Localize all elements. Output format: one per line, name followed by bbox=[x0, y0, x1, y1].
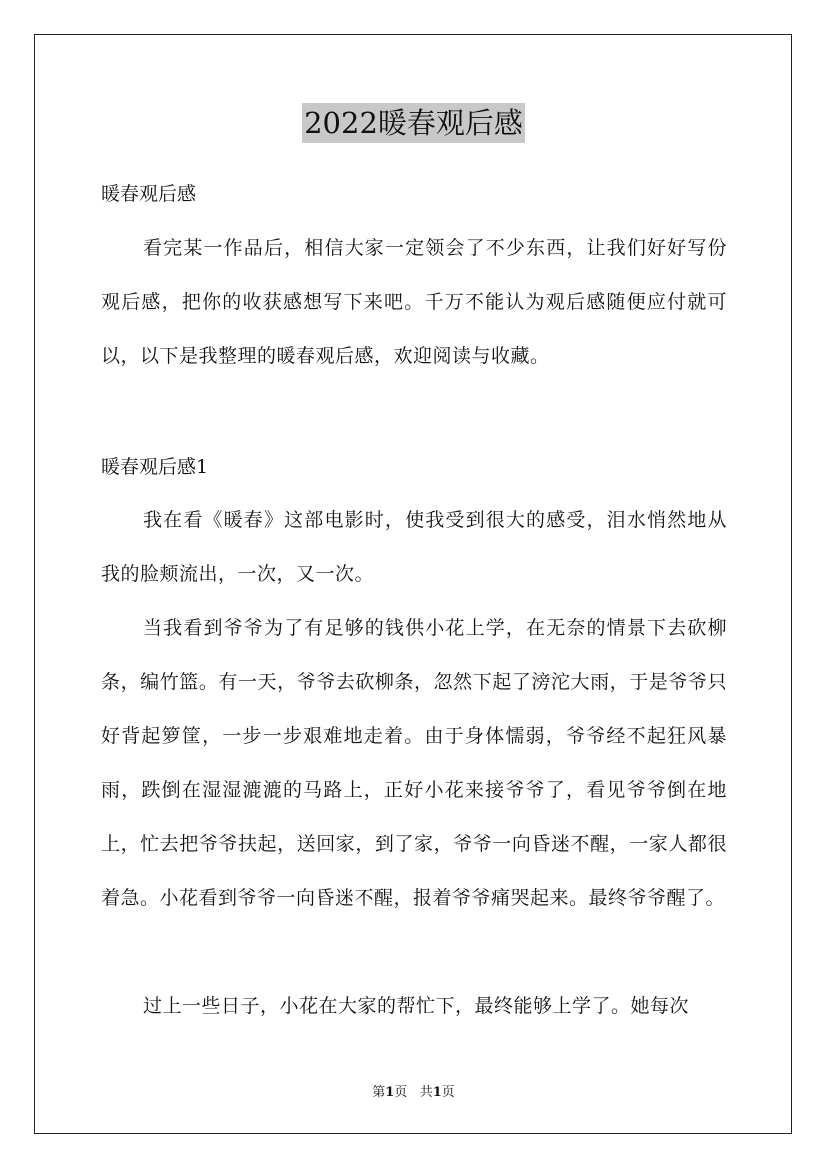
intro-heading: 暖春观后感 bbox=[101, 183, 197, 205]
total-page-number: 1 bbox=[432, 1085, 442, 1100]
document-title: 2022暖春观后感 bbox=[302, 103, 525, 143]
section-1-paragraph-3: 过上一些日子，小花在大家的帮忙下，最终能够上学了。她每次 bbox=[143, 995, 690, 1017]
page-footer bbox=[0, 1085, 827, 1101]
total-suffix: 页 bbox=[441, 1085, 455, 1100]
page-suffix: 页 bbox=[394, 1085, 408, 1100]
intro-paragraph: 看完某一作品后，相信大家一定领会了不少东西，让我们好好写份观后感，把你的收获感想写下来吧。千万不能认为观后感随便应付就可以，以下是我整理的暖春观后感，欢迎阅读与收藏。 bbox=[101, 237, 727, 367]
title-container bbox=[0, 103, 827, 143]
section-1-paragraph-2: 当我看到爷爷为了有足够的钱供小花上学，在无奈的情景下去砍柳条，编竹篮。有一天，爷爷去砍柳条，忽然下起了滂沱大雨，于是爷爷只好背起箩筐，一步一步艰难地走着。由于身体懦弱，爷爷经不起狂风暴雨，跌倒在湿湿漉漉的马路上，正好小花来接爷爷了，看见爷爷倒在地上，忙去把爷爷扶起，送回家，到了家，爷爷一向昏迷不醒，一家人都很着急。小花看到爷爷一向昏迷不醒，报着爷爷痛哭起来。最终爷爷醒了。 bbox=[101, 617, 727, 909]
total-prefix: 共 bbox=[419, 1085, 433, 1100]
page-prefix: 第 bbox=[372, 1085, 386, 1100]
current-page-number: 1 bbox=[385, 1085, 395, 1100]
section-1-heading: 暖春观后感1 bbox=[101, 456, 209, 478]
section-1-paragraph-1: 我在看《暖春》这部电影时，使我受到很大的感受，泪水悄然地从我的脸颊流出，一次，又一次。 bbox=[101, 509, 727, 585]
